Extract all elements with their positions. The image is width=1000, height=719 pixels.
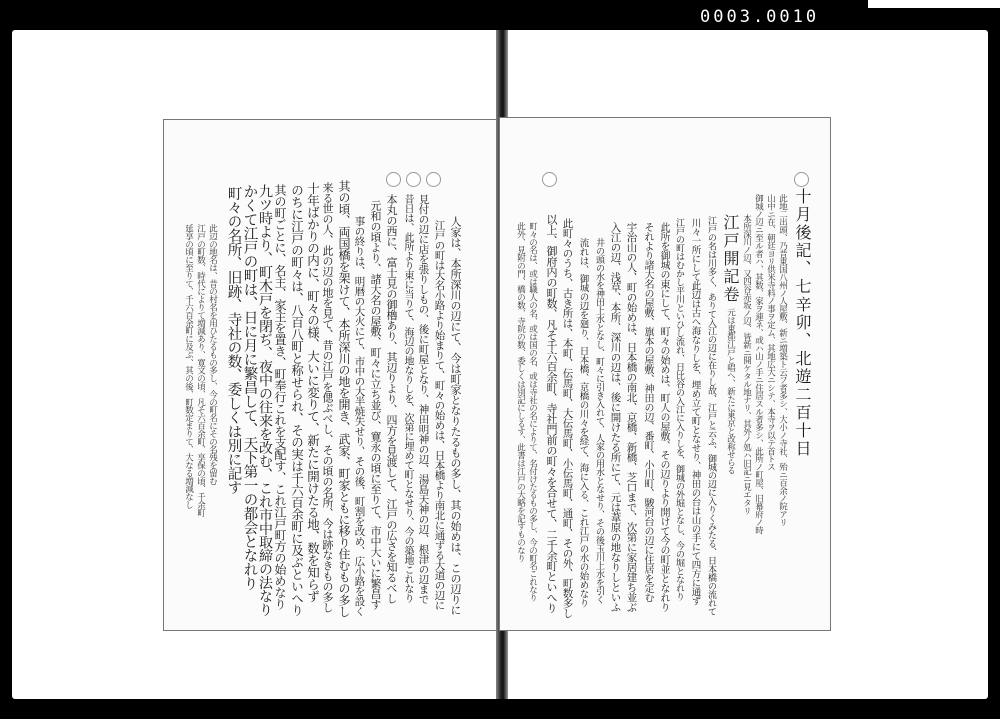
text-column: 見付の辺に店を張りしもの、後に町屋となり、神田明神の辺、湯島天神の辺、根津の辺まで <box>417 194 430 604</box>
left-page <box>164 120 496 630</box>
annotation-column: 此地二出頭、乃昔東国八州ノ人屋敷、新ニ増築ト云フ者多シ、大小ノ寺社、殆ニ百余ノ院アリ <box>777 194 788 526</box>
text-column: 元和の頃より、諸大名の屋敷、町々に立ち並び、寛永の頃に至りて、市中大いに繁昌す <box>369 200 382 610</box>
page-header: 十月後記、七辛卯、北遊二百十日 <box>793 188 812 458</box>
text-column: 以上、御府内の町数、凡そ千六百余町、寺社門前の町々を合せて、二千余町といへり <box>545 214 558 613</box>
annotation-column: 山中ニ在、朝廷ヨリ供米寺料ノ事ヲ定ム、其地広大ニシテ、本寺ヲ以テ首トス <box>765 194 776 471</box>
text-column: 井の頭の水を神田上水となし、町々に引き入れて、人家の用水となせり、その後玉川上水を引く <box>594 238 604 604</box>
text-column: 江戸の町はむかし平川といひし流れ、日比谷の入江に入りしを、御城の外堀となし、今の堀となれり <box>674 218 684 601</box>
binding-hole <box>406 172 421 187</box>
text-column: かくて江戸の町は、日に月に繁昌して、天下第一の都会となれり <box>241 184 258 590</box>
text-column: 江戸の町は大名小路より始まりて、町々の始めは、日本橋より南北に通ずる大道の辺に <box>433 220 446 610</box>
binding-hole <box>426 172 441 187</box>
text-column: 其の町ごとに、名主、家主を置き、町奉行これを支配す、これ江戸町方の始めなり <box>273 184 287 610</box>
text-column: 町々の名所、旧跡、寺社の数、委しくは別に記す <box>225 186 242 494</box>
corner-tab <box>868 0 1000 8</box>
annotation-column: 町々の名は、或は職人の名、或は国の名、或は寺社の名によりて、名付けたるもの多し、今の町名これなり <box>527 222 538 602</box>
text-column: 此所を御城の東にして、町々の始めは、町人の屋敷、その辺りより開けて今の町並となれり <box>658 222 669 612</box>
binding-hole <box>794 172 809 187</box>
text-column: 来る世の人、此の辺の地を見て、昔の江戸を偲ぶべし、その頃の名所、今は跡なきもの多し <box>321 182 334 613</box>
title-note: 元は東都江戸と唱へ、新たに東京と改称せらる <box>725 308 736 474</box>
annotation-column: 延享の頃に至りて、千六百余町に及ぶ、其の後、町数定まりて、大なる増減なし <box>183 224 194 509</box>
text-column: 九ツ時より、町木戸を閉ぢ、夜中の往来を改む、これ市中取締の法なり <box>257 184 273 616</box>
text-column: のちに江戸の町々は、八百八町と称せられ、その実は千六百余町に及ぶといへり <box>289 184 305 616</box>
section-title: 江戸開記卷 <box>721 214 740 304</box>
text-column: 宇治山の人、町の始めは、日本橋の南北、京橋、新橋、芝口まで、次第に家居建ち並ぶ <box>625 222 638 612</box>
text-column: 人家は、本所深川の辺にて、今は町家となりたるもの多し、其の始めは、この辺りに <box>449 216 462 615</box>
binding-hole <box>542 172 557 187</box>
text-column: 其の頃、両国橋を架けて、本所深川の地を開き、武家、町家ともに移り住むもの多し <box>337 180 351 617</box>
text-column: 川々一所にして此辺は古へ海なりしを、埋め立て町となせり、神田の台は山の手にて四方に通ず <box>689 218 701 605</box>
text-column: 十年ばかりの内に、町々の様、大いに変りて、新たに開けたる地、数を知らず <box>305 182 321 602</box>
annotation-column: 江戸の町数、時代によりて増減あり、寛文の頃、凡そ六百余町、享保の頃、千余町 <box>195 224 206 517</box>
text-column: 流れは、御城の辺を廻り、日本橋、京橋の川々を経て、海に入る、これ江戸の水の始めなり <box>577 238 589 607</box>
annotation-column: 此辺の地名は、昔の村名を用ひたるもの多し、今の町名にその名残を留む <box>207 224 218 485</box>
text-column: 此町々のうち、古き所は、本町、伝馬町、大伝馬町、小伝馬町、通町、その外、町数多し <box>561 218 574 618</box>
text-column: 昔日は、此所より東に当りて、海辺の地なりしを、次第に埋めて町となせり、今の築地これなり <box>402 194 413 603</box>
frame-number: 0003.0010 <box>700 7 820 27</box>
text-column: 事の終りは、明暦の大火にて、市中の大半焼失せり、その後、町割を改め、広小路を設く <box>353 216 366 616</box>
annotation-column: 御城ノ辺ニ至ル者ハ、其数、家ヲ連ネ、或ハ山ノ手ニ住居スル者多シ、此所ノ町屋、旧幕府ノ時 <box>753 194 764 534</box>
binding-hole <box>386 172 401 187</box>
text-column: 本丸の西に、富士見の御櫓あり、其辺りより、四方を見渡して、江戸の広さを知るべし <box>385 194 398 604</box>
annotation-column: 此外、見附の門、橋の数、寺院の数、委しくは別記にしるす、此書は江戸の大略を記すものなり <box>515 222 526 562</box>
text-column: それより諸大名の屋敷、旗本の屋敷、神田の辺、番町、小川町、駿河台の辺に住居を定む <box>642 222 653 602</box>
text-column: 江戸の名は川多く、ありて入江の辺に在りし故、江戸と云ふ、御城の辺に入りくみたる、日本橋の流れて <box>706 216 716 616</box>
text-column: 入江の辺、浅草、本所、深川の辺は、後に開けたる所にて、元は葦原の地なりしといふ <box>609 222 622 612</box>
annotation-column: 本所深川ノ辺、又四谷赤坂ノ辺、皆新ニ開ケタル地ナリ、其外ノ処ハ旧記ニ見エタリ <box>741 214 752 515</box>
right-page <box>500 118 830 630</box>
